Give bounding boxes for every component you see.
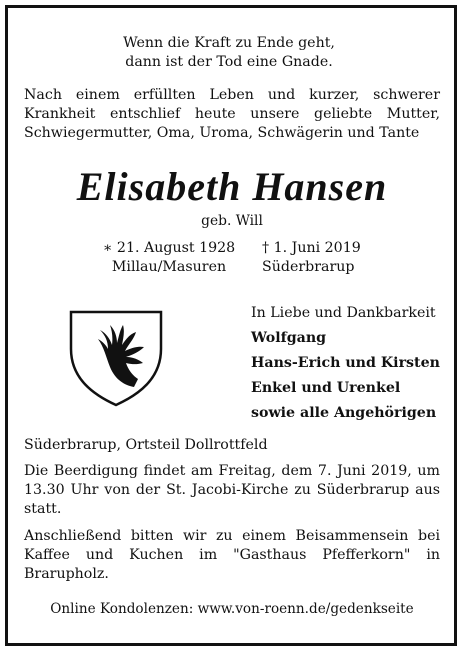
online-condolences: Online Kondolenzen: www.von-roenn.de/gedenkseite xyxy=(50,601,414,617)
location: Süderbrarup, Ortsteil Dollrottfeld xyxy=(24,437,268,453)
gathering-info: Anschließend bitten wir zu einem Beisammensein bei Kaffee und Kuchen im "Gasthaus Pfefferkorn" in Brarupholz. xyxy=(24,528,440,582)
birth-info xyxy=(94,239,244,277)
mourner-name: Wolfgang xyxy=(251,330,327,346)
mourner-name: Enkel und Urenkel xyxy=(251,380,401,396)
quote-line-1: Wenn die Kraft zu Ende geht, xyxy=(123,35,335,51)
funeral-info: Die Beerdigung findet am Freitag, dem 7. Juni 2019, um 13.30 Uhr von der St. Jacobi-Kirche zu Süderbrarup aus statt. xyxy=(24,463,440,517)
mourner-name: Hans-Erich und Kirsten xyxy=(251,355,440,371)
death-info xyxy=(262,239,402,277)
birth-date: ∗ 21. August 1928 xyxy=(102,240,236,256)
mourners-intro: In Liebe und Dankbarkeit xyxy=(251,305,436,321)
mourners-list xyxy=(251,301,451,426)
deceased-name: Elisabeth Hansen xyxy=(76,164,388,209)
maiden-name: geb. Will xyxy=(201,213,263,229)
mourner-name: sowie alle Angehörigen xyxy=(251,405,437,421)
intro-text: Nach einem erfüllten Leben und kurzer, schwerer Krankheit entschlief heute unsere geliebte Mutter, Schwiegermutter, Oma, Uroma, Schwägerin und Tante xyxy=(24,87,440,141)
birth-place: Millau/Masuren xyxy=(111,259,227,275)
quote-line-2: dann ist der Tod eine Gnade. xyxy=(125,54,333,70)
quote xyxy=(24,34,434,72)
death-date: † 1. Juni 2019 xyxy=(262,240,361,256)
death-place: Süderbrarup xyxy=(262,259,355,275)
shield-antler-icon xyxy=(68,309,164,407)
